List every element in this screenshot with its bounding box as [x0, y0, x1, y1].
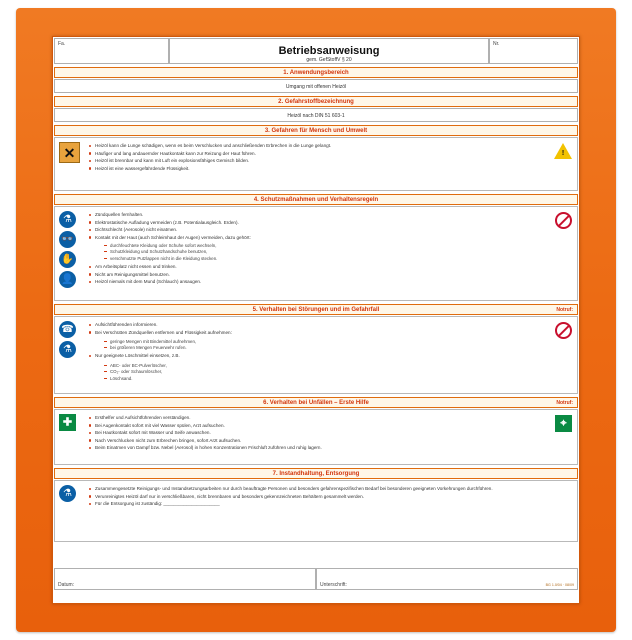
no-open-flame-icon	[555, 212, 572, 229]
wear-goggles-icon: 👓	[59, 231, 76, 248]
list-item: Ersthelfer und Aufsichtführenden verständigen.	[88, 415, 528, 421]
list-item: CO₂- oder Schaumlöscher,	[103, 369, 523, 374]
section-3-heading: 3. Gefahren für Mensch und Umwelt	[54, 125, 578, 136]
list-item: Heizöl niemals mit dem Mund (Schlauch) ansaugen.	[88, 279, 528, 285]
section-4-heading: 4. Schutzmaßnahmen und Verhaltensregeln	[54, 194, 578, 205]
list-item: ABC- oder BC-Pulverlöscher,	[103, 363, 523, 368]
section-1-content-box	[54, 79, 578, 93]
unterschrift-label: Unterschrift:	[320, 582, 347, 588]
list-item: durchfeuchtete Kleidung oder Schuhe sofort wechseln,	[103, 243, 523, 248]
wear-body-protection-icon: 👤	[59, 271, 76, 288]
page-subtitle: gem. GefStoffV § 20	[306, 57, 352, 63]
list-item: Für die Entsorgung ist zuständig: ______________________	[88, 501, 538, 507]
list-item: Zusammengesetzte Reinigungs- und Instandsetzungsarbeiten nur durch beauftragte Personen und besonders gefahrenspezifischen Bedarf bei besonderen geeigneten Vorkehrungen durchführen.	[88, 486, 538, 492]
list-item: Heizöl kann die Lunge schädigen, wenn es beim Verschlucken und anschließenden Erbrechen in die Lunge gelangt.	[88, 143, 528, 149]
datum-label: Datum:	[58, 582, 75, 588]
list-item: Löschsand.	[103, 376, 523, 381]
section-2-content-box	[54, 108, 578, 122]
section-5-heading: 5. Verhalten bei Störungen und im Gefahrfall	[252, 307, 380, 313]
title-block	[169, 38, 489, 64]
list-item: Bei Verschütten Zündquellen entfernen und Flüssigkeit aufnehmen:	[88, 330, 528, 336]
firma-label: Fa.	[58, 41, 66, 47]
page-title: Betriebsanweisung	[278, 45, 380, 57]
section-5-bullets-2	[88, 353, 528, 361]
section-5-heading-bar	[54, 304, 578, 315]
section-6-panel	[54, 409, 578, 465]
wear-gloves-icon: ✋	[59, 251, 76, 268]
wear-protective-clothing-icon: ⚗	[59, 485, 76, 502]
list-item: Aufsichtführenden informieren.	[88, 322, 528, 328]
section-7-heading: 7. Instandhaltung, Entsorgung	[54, 468, 578, 479]
section-6-bullets	[88, 415, 528, 453]
warning-triangle-icon: !	[554, 143, 572, 159]
section-6-icon-column	[59, 414, 81, 434]
betriebsanweisung-sheet	[54, 38, 578, 602]
list-item: Bei Augenkontakt sofort mit viel Wasser spülen, Arzt aufsuchen.	[88, 423, 528, 429]
list-item: Beim Einatmen von Dampf bzw. Nebel (Aerosol) in hohen Konzentrationen Frischluft zuführen und ruhig lagern.	[88, 445, 528, 451]
nr-field[interactable]	[489, 38, 578, 64]
list-item: Nicht am Reinigungsmittel benutzen.	[88, 272, 528, 278]
section-1-content: Umgang mit offenen Heizöl	[285, 84, 347, 90]
firma-field[interactable]	[54, 38, 169, 64]
orange-document-frame	[16, 8, 616, 632]
list-item: Kontakt mit der Haut (auch Schleimhaut der Augen) vermeiden, dazu gehört:	[88, 235, 528, 241]
section-1-heading: 1. Anwendungsbereich	[54, 67, 578, 78]
section-6-heading: 6. Verhalten bei Unfällen – Erste Hilfe	[263, 400, 369, 406]
datum-field[interactable]	[54, 568, 316, 590]
emergency-eyewash-icon: ⌖	[555, 415, 572, 432]
list-item: verschmutzte Putzlappen nicht in die Kleidung stecken.	[103, 256, 523, 261]
list-item: Heizöl ist eine wassergefährdende Flüssigkeit.	[88, 166, 528, 172]
list-item: bei größeren Mengen Feuerwehr rufen.	[103, 345, 523, 350]
list-item: Dichtschlecht (Aerosole) nicht einatmen.	[88, 227, 528, 233]
list-item: geringe Mengen mit Bindemittel aufnehmen,	[103, 339, 523, 344]
no-smoking-icon	[555, 322, 572, 339]
section-5-subbullets-2	[103, 363, 523, 382]
list-item: Nur geeignete Löschmittel einsetzen, z.B.	[88, 353, 528, 359]
list-item: Bei Hautkontakt sofort mit Wasser und Seife anwaschen.	[88, 430, 528, 436]
section-7-panel	[54, 480, 578, 542]
nr-label: Nr.	[493, 41, 500, 47]
wear-protective-clothing-icon: ⚗	[59, 211, 76, 228]
list-item: Elektrostatische Aufladung vermeiden (z.B. Potentialausgleich. Erden).	[88, 220, 528, 226]
section-4-subbullets	[103, 243, 523, 262]
list-item: Schutzkleidung und Schutzhandschuhe benutzen,	[103, 249, 523, 254]
section-6-heading-bar	[54, 397, 578, 408]
section-5-icon-column	[59, 321, 81, 361]
section-2-heading: 2. Gefahrstoffbezeichnung	[54, 96, 578, 107]
section-3-panel	[54, 137, 578, 191]
section-5-subbullets	[103, 339, 523, 352]
section-7-icon-column	[59, 485, 81, 505]
section-5-bullets	[88, 322, 528, 337]
section-5-panel	[54, 316, 578, 394]
section-2-content: Heizöl nach DIN 51 603-1	[287, 113, 345, 119]
wear-protective-clothing-icon: ⚗	[59, 341, 76, 358]
list-item: Nach Verschlucken nicht zum Erbrechen bringen, sofort Arzt aufsuchen.	[88, 438, 528, 444]
section-4-bullets-2	[88, 264, 528, 287]
section-4-panel	[54, 206, 578, 301]
section-4-bullets	[88, 212, 528, 242]
unterschrift-field[interactable]	[316, 568, 578, 590]
list-item: Zündquellen fernhalten.	[88, 212, 528, 218]
document-code: BG 1.0/04 · 08/09	[545, 583, 574, 587]
list-item: Häufiger und lang andauernder Hautkontakt kann zur Reizung der Haut führen.	[88, 151, 528, 157]
section-6-notruf-label: Notruf:	[556, 400, 573, 406]
first-aid-icon: ✚	[59, 414, 76, 431]
list-item: Heizöl ist brennbar und kann mit Luft ein explosionsfähiges Gemisch bilden.	[88, 158, 528, 164]
section-4-icon-column	[59, 211, 81, 291]
section-5-notruf-label: Notruf:	[556, 307, 573, 313]
section-3-bullets	[88, 143, 528, 173]
harmful-xi-icon: ✕	[59, 142, 80, 163]
list-item: Verunreinigtes Heizöl darf nur in verschließbaren, nicht brennbaren und besonders gekennzeichneten Behältern gesammelt werden.	[88, 494, 538, 500]
notice-info-icon: ☎	[59, 321, 76, 338]
list-item: Am Arbeitsplatz nicht essen und trinken.	[88, 264, 528, 270]
section-7-bullets	[88, 486, 538, 509]
